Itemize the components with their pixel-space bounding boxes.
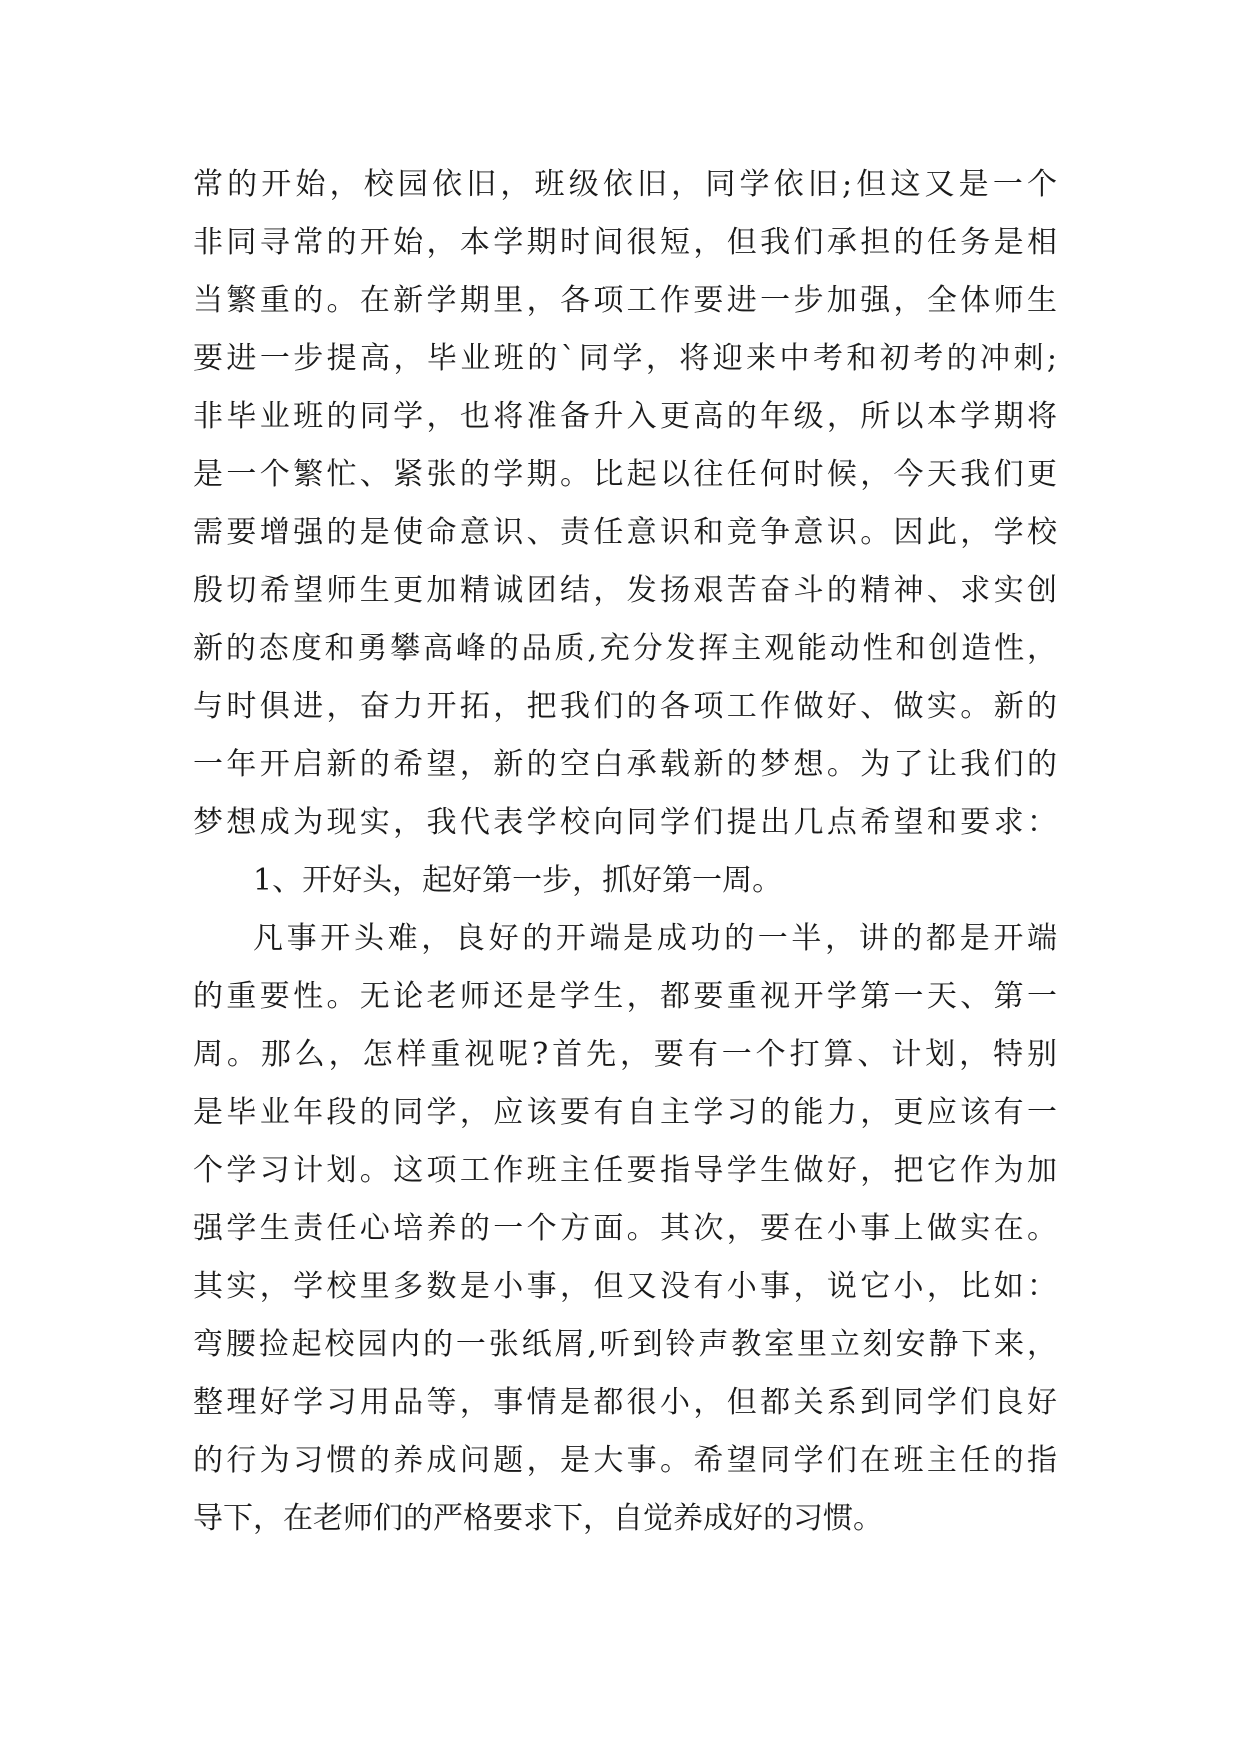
text-line: 一年开启新的希望，新的空白承载新的梦想。为了让我们的 xyxy=(193,747,1057,782)
text-line: 要进一步提高，毕业班的`同学，将迎来中考和初考的冲刺; xyxy=(193,341,1057,376)
text-line: 非毕业班的同学，也将准备升入更高的年级，所以本学期将 xyxy=(193,399,1057,434)
text-line: 其实，学校里多数是小事，但又没有小事，说它小，比如： xyxy=(193,1269,1057,1304)
text-line: 的重要性。无论老师还是学生，都要重视开学第一天、第一 xyxy=(193,979,1057,1014)
text-line: 的行为习惯的养成问题，是大事。希望同学们在班主任的指 xyxy=(193,1443,1057,1478)
text-line: 当繁重的。在新学期里，各项工作要进一步加强，全体师生 xyxy=(193,283,1057,318)
text-line: 导下，在老师们的严格要求下，自觉养成好的习惯。 xyxy=(193,1501,883,1536)
text-line: 非同寻常的开始，本学期时间很短，但我们承担的任务是相 xyxy=(193,225,1057,260)
paragraph-intro xyxy=(193,156,1057,852)
text-line: 常的开始，校园依旧，班级依旧，同学依旧;但这又是一个 xyxy=(193,167,1057,202)
text-line: 与时俱进，奋力开拓，把我们的各项工作做好、做实。新的 xyxy=(193,689,1057,724)
text-line: 弯腰捡起校园内的一张纸屑,听到铃声教室里立刻安静下来， xyxy=(193,1327,1057,1362)
text-line: 强学生责任心培养的一个方面。其次，要在小事上做实在。 xyxy=(193,1211,1057,1246)
text-line: 新的态度和勇攀高峰的品质,充分发挥主观能动性和创造性， xyxy=(193,631,1057,666)
text-line: 周。那么，怎样重视呢?首先，要有一个打算、计划，特别 xyxy=(193,1037,1057,1072)
text-line: 是一个繁忙、紧张的学期。比起以往任何时候，今天我们更 xyxy=(193,457,1057,492)
paragraph-point-1 xyxy=(193,910,1057,1548)
text-line: 整理好学习用品等，事情是都很小，但都关系到同学们良好 xyxy=(193,1385,1057,1420)
heading-point-1 xyxy=(193,852,1057,910)
text-line: 殷切希望师生更加精诚团结，发扬艰苦奋斗的精神、求实创 xyxy=(193,573,1057,608)
text-line: 凡事开头难，良好的开端是成功的一半，讲的都是开端 xyxy=(253,921,1057,956)
document-body xyxy=(193,156,1057,1548)
text-line: 是毕业年段的同学，应该要有自主学习的能力，更应该有一 xyxy=(193,1095,1057,1130)
text-line: 1、开好头，起好第一步，抓好第一周。 xyxy=(253,863,783,898)
text-line: 需要增强的是使命意识、责任意识和竞争意识。因此，学校 xyxy=(193,515,1057,550)
text-line: 个学习计划。这项工作班主任要指导学生做好，把它作为加 xyxy=(193,1153,1057,1188)
text-line: 梦想成为现实，我代表学校向同学们提出几点希望和要求： xyxy=(193,805,1057,840)
